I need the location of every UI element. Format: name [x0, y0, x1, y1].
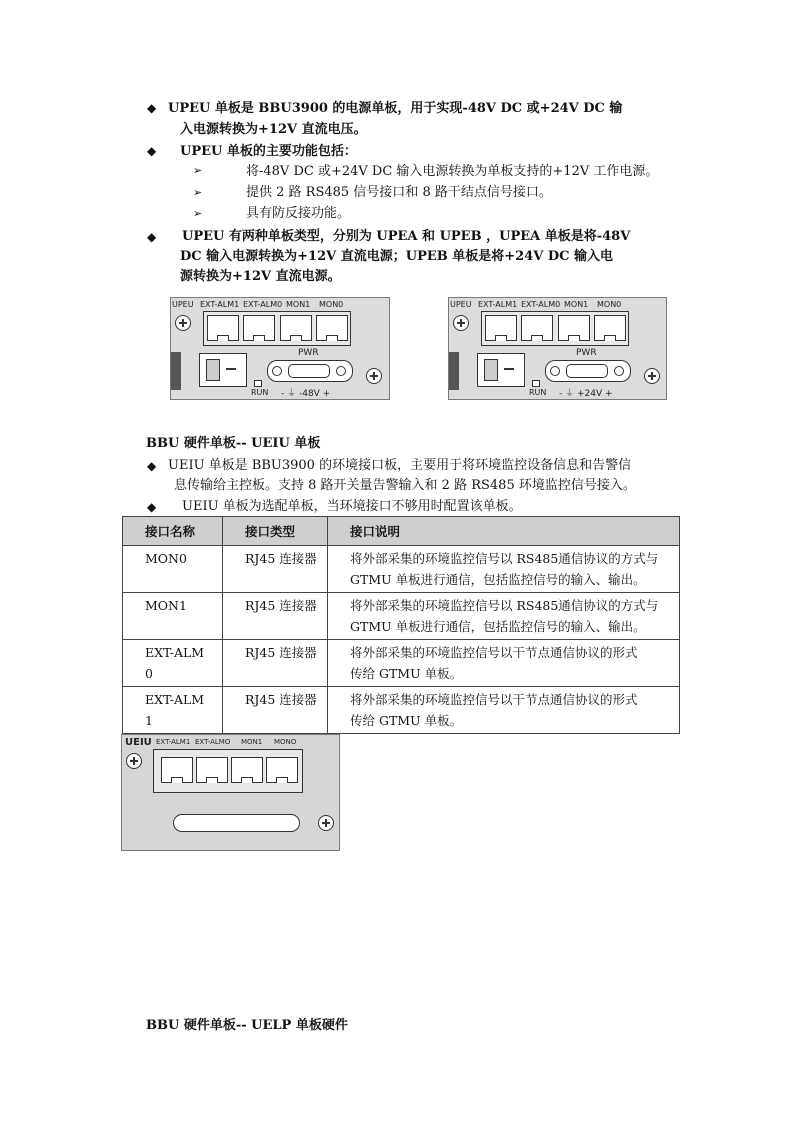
rj45-port-icon	[161, 757, 193, 783]
upeu-sub-item: 将-48V DC 或+24V DC 输入电源转换为单板支持的+12V 工作电源。	[246, 164, 659, 179]
interface-desc	[328, 640, 680, 687]
rj45-port-icon	[594, 315, 626, 341]
rj45-port-icon	[558, 315, 590, 341]
switch-icon	[477, 353, 525, 387]
screw-icon	[644, 368, 660, 384]
upeu-bullet2: UPEU 单板的主要功能包括：	[180, 144, 357, 159]
interface-type: RJ45 连接器	[223, 546, 328, 593]
handle-icon	[449, 352, 459, 390]
interface-desc	[328, 593, 680, 640]
name-line: 1	[145, 713, 153, 728]
port-label: EXT-ALM1	[156, 738, 191, 746]
port-label: EXT-ALM0	[243, 300, 283, 309]
arrow-bullet: ➢	[193, 164, 203, 177]
port-label: EXT-ALM1	[478, 300, 518, 309]
rj45-port-icon	[521, 315, 553, 341]
panel-name: UPEU	[172, 300, 194, 309]
port-block	[481, 311, 629, 346]
bullet-diamond: ◆	[147, 144, 157, 158]
table-header: 接口名称	[123, 517, 223, 546]
name-line: 0	[145, 666, 153, 681]
port-block	[203, 311, 351, 346]
screw-icon	[453, 315, 469, 331]
panel-name: UPEU	[450, 300, 472, 309]
interface-desc	[328, 546, 680, 593]
rj45-port-icon	[243, 315, 275, 341]
bullet-diamond: ◆	[147, 101, 157, 115]
rj45-port-icon	[196, 757, 228, 783]
upeu-bullet3-line2: DC 输入电源转换为+12V 直流电源；UPEB 单板是将+24V DC 输入电	[180, 249, 614, 264]
ueiu-panel-image	[121, 734, 340, 851]
interface-name: MON0	[123, 546, 223, 593]
voltage-label: - ⏚ +24V +	[559, 389, 613, 399]
pwr-label: PWR	[298, 348, 319, 358]
run-led-icon	[532, 380, 540, 387]
run-label: RUN	[529, 388, 547, 397]
table-header: 接口类型	[223, 517, 328, 546]
port-label: EXT-ALM1	[200, 300, 240, 309]
ueiu-bullet1-line2: 息传输给主控板。支持 8 路开关量告警输入和 2 路 RS485 环境监控信号接入。	[174, 478, 636, 493]
rj45-port-icon	[280, 315, 312, 341]
table-header-row	[123, 517, 680, 546]
port-label: MON0	[597, 300, 622, 309]
ueiu-heading: BBU 硬件单板-- UEIU 单板	[146, 436, 321, 451]
upeb-panel-image	[448, 297, 667, 400]
table-row	[123, 687, 680, 734]
run-led-icon	[254, 380, 262, 387]
switch-icon	[199, 353, 247, 387]
uelp-heading: BBU 硬件单板-- UELP 单板硬件	[146, 1018, 348, 1033]
ueiu-bullet1-line1: UEIU 单板是 BBU3900 的环境接口板，主要用于将环境监控设备信息和告警信	[168, 458, 632, 473]
interface-name	[123, 687, 223, 734]
upeu-sub-item: 提供 2 路 RS485 信号接口和 8 路干结点信号接口。	[246, 185, 552, 200]
run-label: RUN	[251, 388, 269, 397]
interface-desc	[328, 687, 680, 734]
upeu-sub-item: 具有防反接功能。	[246, 206, 351, 221]
port-label: MON0	[319, 300, 344, 309]
pwr-label: PWR	[576, 348, 597, 358]
rj45-port-icon	[207, 315, 239, 341]
port-label: MON1	[564, 300, 589, 309]
voltage-label: - ⏚ -48V +	[281, 389, 331, 399]
desc-line: 将外部采集的环境监控信号以 RS485通信协议的方式与	[350, 598, 659, 613]
upeu-bullet1-line2: 入电源转换为+12V 直流电压。	[180, 122, 367, 137]
bullet-diamond: ◆	[147, 500, 157, 514]
power-connector-icon	[267, 360, 353, 382]
name-line: EXT-ALM	[145, 645, 205, 660]
port-label: MON1	[286, 300, 311, 309]
port-label: MON1	[241, 738, 263, 746]
interface-type: RJ45 连接器	[223, 593, 328, 640]
port-block	[153, 749, 303, 793]
power-connector-icon	[545, 360, 631, 382]
rj45-port-icon	[266, 757, 298, 783]
table-header: 接口说明	[328, 517, 680, 546]
interface-type: RJ45 连接器	[223, 640, 328, 687]
screw-icon	[126, 753, 142, 769]
bullet-diamond: ◆	[147, 459, 157, 473]
name-line: EXT-ALM	[145, 692, 205, 707]
screw-icon	[175, 315, 191, 331]
handle-icon	[171, 352, 181, 390]
rj45-port-icon	[231, 757, 263, 783]
screw-icon	[366, 368, 382, 384]
upeu-bullet1-line1: UPEU 单板是 BBU3900 的电源单板，用于实现-48V DC 或+24V DC 输	[168, 101, 623, 116]
interface-name	[123, 640, 223, 687]
rj45-port-icon	[485, 315, 517, 341]
arrow-bullet: ➢	[193, 186, 203, 199]
panel-name: UEIU	[125, 737, 152, 748]
port-label: EXT-ALMO	[195, 738, 231, 746]
label-slot	[173, 814, 300, 832]
interface-table	[122, 516, 680, 734]
desc-line: 将外部采集的环境监控信号以 RS485通信协议的方式与	[350, 551, 659, 566]
arrow-bullet: ➢	[193, 207, 203, 220]
desc-line: 将外部采集的环境监控信号以干节点通信协议的形式	[350, 692, 638, 707]
port-label: MONO	[274, 738, 297, 746]
desc-line: GTMU 单板进行通信，包括监控信号的输入、输出。	[350, 572, 646, 587]
interface-name: MON1	[123, 593, 223, 640]
bullet-diamond: ◆	[147, 230, 157, 244]
upea-panel-image	[170, 297, 390, 400]
desc-line: 传给 GTMU 单板。	[350, 666, 463, 681]
desc-line: 传给 GTMU 单板。	[350, 713, 463, 728]
desc-line: 将外部采集的环境监控信号以干节点通信协议的形式	[350, 645, 638, 660]
desc-line: GTMU 单板进行通信，包括监控信号的输入、输出。	[350, 619, 646, 634]
table-row	[123, 546, 680, 593]
ueiu-bullet2: UEIU 单板为选配单板，当环境接口不够用时配置该单板。	[182, 499, 522, 514]
upeu-bullet3-line3: 源转换为+12V 直流电源。	[180, 269, 341, 284]
interface-type: RJ45 连接器	[223, 687, 328, 734]
port-label: EXT-ALM0	[521, 300, 561, 309]
table-row	[123, 640, 680, 687]
upeu-bullet3-line1: UPEU 有两种单板类型，分别为 UPEA 和 UPEB ，UPEA 单板是将-48V	[182, 229, 631, 244]
screw-icon	[318, 815, 334, 831]
rj45-port-icon	[316, 315, 348, 341]
table-row	[123, 593, 680, 640]
